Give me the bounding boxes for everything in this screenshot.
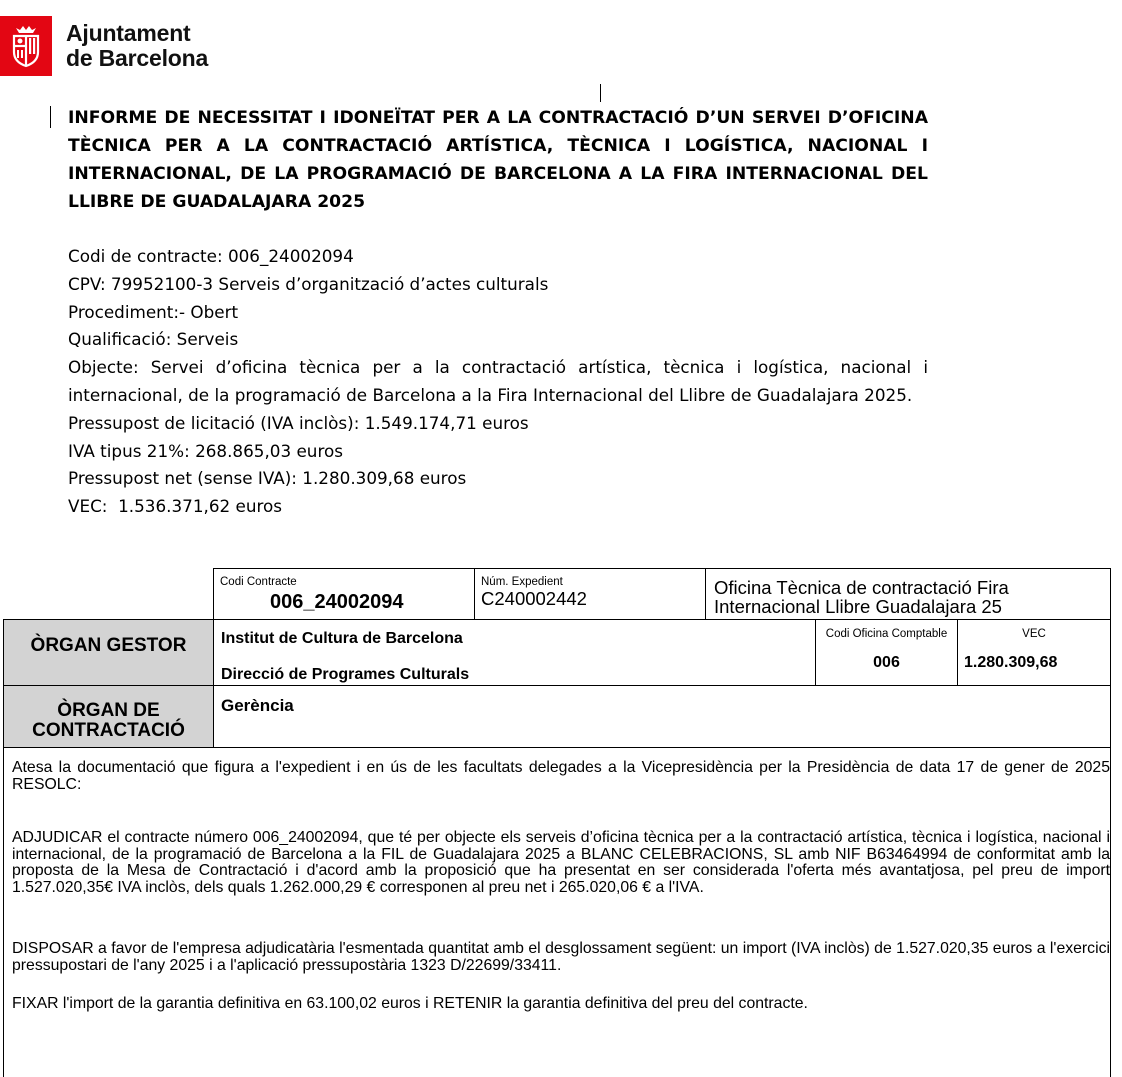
managing-body-label-cell — [3, 619, 214, 686]
description-line-1: Oficina Tècnica de contractació Fira — [714, 577, 1009, 598]
accounting-office-value: 006 — [873, 654, 900, 671]
vec-amount: VEC: 1.536.371,62 euros — [68, 496, 283, 517]
contract-metadata — [68, 243, 928, 521]
file-number-label: Núm. Expedient — [481, 576, 563, 588]
contract-code-cell — [213, 568, 475, 620]
contract-code: Codi de contracte: 006_24002094 — [68, 246, 354, 266]
resolution-disposar: DISPOSAR a favor de l'empresa adjudicatària l'esmentada quantitat amb el desglossament següent: un import (IVA inclòs) de 1.527.020,35 euros a l'exercici pressupostari de l'any 2025 i a l'aplicació pressupostària 1323 D/22699/33411. — [12, 940, 1110, 974]
accounting-office-label: Codi Oficina Comptable — [825, 628, 948, 640]
procedure: Procediment:- Obert — [68, 301, 239, 322]
contract-object: Objecte: Servei d’oficina tècnica per a la contractació artística, tècnica i logística, nacional i internacional, de la programació de Barcelona a la Fira Internacional del Llibre de Guadalajara 2025. — [68, 357, 928, 405]
document-title: INFORME DE NECESSITAT I IDONEÏTAT PER A LA CONTRACTACIÓ D’UN SERVEI D’OFICINA TÈCNICA PER A LA CONTRACTACIÓ ARTÍSTICA, TÈCNICA I LOGÍSTICA, NACIONAL I INTERNACIONAL, DE LA PROGRAMACIÓ DE BARCELONA A LA FIRA INTERNACIONAL DEL LLIBRE DE GUADALAJARA 2025 — [68, 108, 928, 212]
cpv-code: CPV: 79952100-3 Serveis d’organització d’actes culturals — [68, 273, 549, 294]
org-line-2: de Barcelona — [66, 45, 209, 71]
vat-amount: IVA tipus 21%: 268.865,03 euros — [68, 440, 343, 461]
managing-body-label: ÒRGAN GESTOR — [30, 635, 187, 656]
managing-body-cell — [213, 619, 816, 686]
file-number-value: C240002442 — [481, 588, 587, 609]
contracting-body-value: Gerència — [221, 696, 294, 715]
net-budget: Pressupost net (sense IVA): 1.280.309,68 euros — [68, 468, 467, 489]
qualification: Qualificació: Serveis — [68, 329, 239, 350]
accounting-office-cell — [815, 619, 958, 686]
resolution-adjudicar: ADJUDICAR el contracte número 006_24002094, que té per objecte els serveis d’oficina tècnica per a la contractació artística, tècnica i logística, nacional i internacional, de la programació de Barcelona a la FIL de Guadalajara 2025 a BLANC CELEBRACIONS, SL amb NIF B63464994 de conformitat amb la proposta de la Mesa de Contractació i d'acord amb la proposició que ha presentat en ser considerada l'oferta més avantatjosa, pel preu de import 1.527.020,35€ IVA inclòs, dels quals 1.262.000,29 € corresponen al preu net i 265.020,06 € a l'IVA. — [12, 829, 1110, 896]
file-number-cell — [474, 568, 706, 620]
contracting-body-cell — [213, 685, 1111, 748]
contract-code-value: 006_24002094 — [270, 591, 404, 613]
organization-name — [66, 21, 208, 71]
managing-body-line-1: Institut de Cultura de Barcelona — [221, 630, 463, 647]
vec-cell — [957, 619, 1111, 686]
description-cell — [705, 568, 1111, 620]
resolution-box — [3, 747, 1111, 1077]
text-cursor-left — [50, 106, 51, 128]
resolution-fixar: FIXAR l'import de la garantia definitiva en 63.100,02 euros i RETENIR la garantia definitiva del preu del contracte. — [12, 995, 808, 1012]
vec-value: 1.280.309,68 — [964, 654, 1058, 671]
contracting-body-label-line-1: ÒRGAN DE — [57, 700, 160, 721]
description-line-2: Internacional Llibre Guadalajara 25 — [714, 596, 1002, 617]
contracting-body-label — [4, 701, 213, 741]
tender-budget: Pressupost de licitació (IVA inclòs): 1.549.174,71 euros — [68, 412, 529, 433]
resolution-intro: Atesa la documentació que figura a l'expedient i en ús de les facultats delegades a la Vicepresidència per la Presidència de data 17 de gener de 2025 RESOLC: — [12, 759, 1110, 793]
managing-body-line-2: Direcció de Programes Culturals — [221, 666, 470, 683]
contract-code-label: Codi Contracte — [220, 576, 297, 588]
text-cursor-top — [600, 84, 601, 102]
contracting-body-label-cell — [3, 685, 214, 748]
barcelona-coat-of-arms-icon — [0, 16, 52, 76]
vec-label: VEC — [1022, 628, 1046, 640]
org-line-1: Ajuntament — [66, 20, 191, 46]
contracting-body-label-line-2: CONTRACTACIÓ — [32, 720, 185, 741]
